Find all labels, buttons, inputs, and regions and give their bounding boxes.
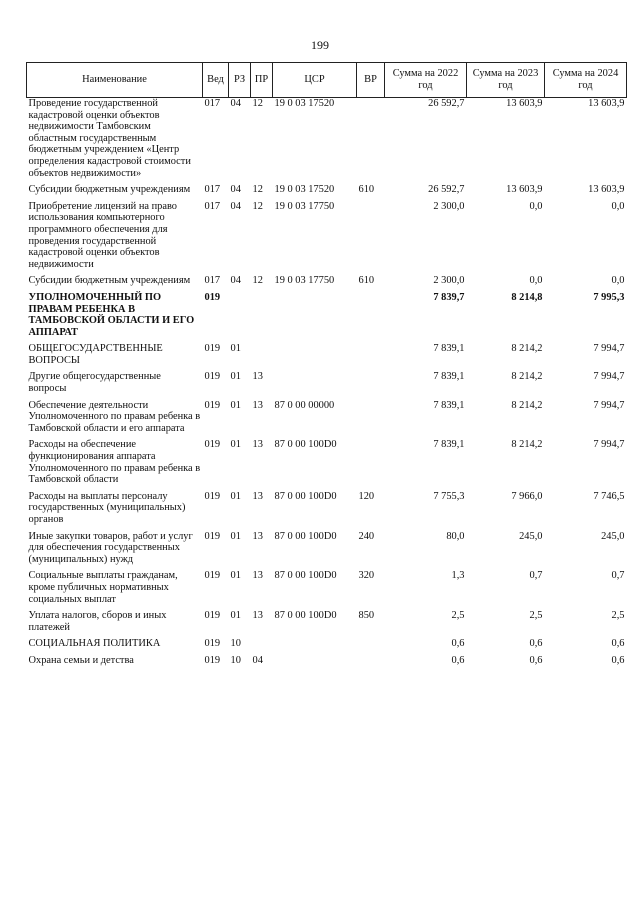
- row-pr: [251, 343, 273, 371]
- row-sum-2022: 0,6: [451, 638, 465, 650]
- row-sum-2022: 0,6: [451, 654, 465, 666]
- row-ved: 017: [204, 184, 221, 196]
- row-rz: [229, 292, 251, 343]
- table-row: [27, 638, 627, 655]
- row-pr: 13: [252, 610, 263, 622]
- row-csr: [273, 292, 357, 343]
- row-name: Уплата налогов, сборов и иных платежей: [28, 610, 167, 633]
- row-sum-2022: 26 592,7: [428, 184, 465, 196]
- row-name: СОЦИАЛЬНАЯ ПОЛИТИКА: [28, 638, 161, 650]
- table-body: [27, 98, 627, 672]
- page-number: 199: [311, 38, 329, 52]
- row-sum-2024: 7 994,7: [593, 343, 625, 355]
- header-rz: РЗ: [229, 63, 251, 98]
- row-sum-2024: 245,0: [601, 530, 625, 542]
- row-sum-2024: 7 746,5: [593, 490, 625, 502]
- row-name: Расходы на обеспечение функционирования аппарата Уполномоченного по правам ребенка в Тамбовской области: [28, 439, 201, 486]
- row-csr: 19 0 03 17750: [274, 200, 335, 212]
- row-ved: 019: [204, 291, 221, 303]
- header-csr: ЦСР: [273, 63, 357, 98]
- row-name: Субсидии бюджетным учреждениям: [28, 275, 191, 287]
- row-name: Социальные выплаты гражданам, кроме публичных нормативных социальных выплат: [28, 570, 178, 605]
- header-sum-2023: Сумма на 2023 год: [467, 63, 545, 98]
- header-ved: Вед: [203, 63, 229, 98]
- row-name: Приобретение лицензий на право использования компьютерного программного обеспечения для проведения государственной кадастровой оценки объектов недвижимости: [28, 200, 178, 270]
- row-pr: 13: [252, 399, 263, 411]
- row-sum-2024: 0,0: [611, 200, 625, 212]
- row-ved: 017: [204, 98, 221, 109]
- row-name: Проведение государственной кадастровой оценки объектов недвижимости Тамбовским областным государственным бюджетным учреждением «Центр определения кадастровой стоимости объектов недвижимости»: [28, 98, 191, 179]
- row-sum-2024: 7 994,7: [593, 439, 625, 451]
- row-name: УПОЛНОМОЧЕННЫЙ ПО ПРАВАМ РЕБЕНКА В ТАМБОВСКОЙ ОБЛАСТИ И ЕГО АППАРАТ: [28, 291, 195, 338]
- row-sum-2022: 80,0: [446, 530, 465, 542]
- row-csr: [273, 371, 357, 399]
- row-sum-2022: 7 839,1: [433, 371, 465, 383]
- row-ved: 019: [204, 530, 221, 542]
- row-vr: [357, 201, 385, 276]
- header-vr: ВР: [357, 63, 385, 98]
- row-csr: 19 0 03 17520: [274, 184, 335, 196]
- table-row: [27, 400, 627, 440]
- row-pr: 12: [252, 184, 263, 196]
- row-sum-2023: 7 966,0: [511, 490, 543, 502]
- row-csr: 87 0 00 100D0: [274, 439, 337, 451]
- header-pr: ПР: [251, 63, 273, 98]
- table-row: [27, 275, 627, 292]
- row-pr: 13: [252, 371, 263, 383]
- row-sum-2022: 7 839,1: [433, 343, 465, 355]
- row-csr: 19 0 03 17750: [274, 275, 335, 287]
- row-csr: 87 0 00 100D0: [274, 530, 337, 542]
- row-rz: 04: [230, 98, 241, 109]
- row-rz: 04: [230, 275, 241, 287]
- row-vr: [357, 439, 385, 490]
- table-row: [27, 610, 627, 638]
- row-sum-2024: 0,6: [611, 654, 625, 666]
- row-ved: 017: [204, 200, 221, 212]
- row-ved: 019: [204, 638, 221, 650]
- table-row: [27, 201, 627, 276]
- row-rz: 01: [230, 530, 241, 542]
- table-row: [27, 655, 627, 672]
- row-rz: 10: [230, 654, 241, 666]
- row-ved: 019: [204, 490, 221, 502]
- row-sum-2022: 2,5: [451, 610, 465, 622]
- row-name: Расходы на выплаты персоналу государственных (муниципальных) органов: [28, 490, 186, 525]
- row-name: Субсидии бюджетным учреждениям: [28, 184, 191, 196]
- row-pr: [251, 638, 273, 655]
- row-sum-2024: 0,7: [611, 570, 625, 582]
- row-csr: 87 0 00 100D0: [274, 490, 337, 502]
- row-sum-2022: 7 839,1: [433, 439, 465, 451]
- table-row: [27, 292, 627, 343]
- row-pr: 13: [252, 490, 263, 502]
- table-row: [27, 98, 627, 185]
- table-row: [27, 343, 627, 371]
- row-sum-2022: 26 592,7: [428, 98, 465, 109]
- table-row: [27, 184, 627, 201]
- budget-table: [26, 62, 627, 672]
- header-sum-2022: Сумма на 2022 год: [385, 63, 467, 98]
- row-sum-2024: 0,0: [611, 275, 625, 287]
- row-sum-2023: 8 214,2: [511, 371, 543, 383]
- row-vr: [357, 655, 385, 672]
- row-name: Обеспечение деятельности Уполномоченного по правам ребенка в Тамбовской области и его аппарата: [28, 399, 201, 434]
- row-rz: 10: [230, 638, 241, 650]
- row-sum-2024: 0,6: [611, 638, 625, 650]
- row-vr: 320: [358, 570, 375, 582]
- row-sum-2024: 13 603,9: [588, 184, 625, 196]
- table-row: [27, 531, 627, 571]
- row-sum-2023: 0,7: [529, 570, 543, 582]
- row-sum-2022: 7 755,3: [433, 490, 465, 502]
- row-pr: 12: [252, 200, 263, 212]
- row-csr: 19 0 03 17520: [274, 98, 335, 109]
- table-row: [27, 570, 627, 610]
- row-csr: [273, 638, 357, 655]
- row-ved: 019: [204, 570, 221, 582]
- row-vr: [357, 400, 385, 440]
- row-vr: [357, 343, 385, 371]
- row-sum-2023: 8 214,2: [511, 399, 543, 411]
- row-rz: 01: [230, 343, 241, 355]
- row-vr: [357, 638, 385, 655]
- row-name: Иные закупки товаров, работ и услуг для обеспечения государственных (муниципальных) нужд: [28, 530, 193, 565]
- row-pr: 13: [252, 439, 263, 451]
- row-sum-2024: 13 603,9: [588, 98, 625, 109]
- row-name: Охрана семьи и детства: [28, 654, 134, 666]
- row-sum-2023: 13 603,9: [506, 184, 543, 196]
- row-pr: 13: [252, 570, 263, 582]
- row-sum-2023: 0,0: [529, 200, 543, 212]
- row-sum-2024: 7 995,3: [593, 291, 625, 303]
- row-csr: 87 0 00 100D0: [274, 570, 337, 582]
- row-sum-2024: 7 994,7: [593, 399, 625, 411]
- row-sum-2022: 2 300,0: [433, 275, 465, 287]
- row-ved: 019: [204, 654, 221, 666]
- row-pr: 04: [252, 654, 263, 666]
- row-vr: [357, 371, 385, 399]
- row-rz: 01: [230, 490, 241, 502]
- row-sum-2022: 1,3: [451, 570, 465, 582]
- row-name: Другие общегосударственные вопросы: [28, 371, 161, 395]
- row-rz: 01: [230, 399, 241, 411]
- table-row: [27, 371, 627, 399]
- row-sum-2024: 2,5: [611, 610, 625, 622]
- row-vr: [357, 98, 385, 185]
- row-vr: [357, 292, 385, 343]
- table-header-row: [27, 63, 627, 98]
- row-sum-2023: 8 214,2: [511, 343, 543, 355]
- row-rz: 01: [230, 610, 241, 622]
- table-row: [27, 491, 627, 531]
- row-sum-2022: 7 839,1: [433, 399, 465, 411]
- header-name: Наименование: [27, 63, 203, 98]
- row-ved: 019: [204, 610, 221, 622]
- row-rz: 01: [230, 570, 241, 582]
- row-sum-2023: 0,6: [529, 654, 543, 666]
- row-sum-2023: 8 214,8: [511, 291, 543, 303]
- row-pr: 13: [252, 530, 263, 542]
- row-ved: 019: [204, 399, 221, 411]
- row-csr: [273, 655, 357, 672]
- row-vr: 850: [358, 610, 375, 622]
- table-row: [27, 439, 627, 490]
- row-sum-2023: 13 603,9: [506, 98, 543, 109]
- row-sum-2022: 2 300,0: [433, 200, 465, 212]
- row-pr: 12: [252, 98, 263, 109]
- row-sum-2023: 0,6: [529, 638, 543, 650]
- header-sum-2024: Сумма на 2024 год: [545, 63, 627, 98]
- row-sum-2023: 2,5: [529, 610, 543, 622]
- row-vr: 120: [358, 490, 375, 502]
- row-vr: 610: [358, 275, 375, 287]
- row-csr: 87 0 00 100D0: [274, 610, 337, 622]
- row-pr: [251, 292, 273, 343]
- row-rz: 04: [230, 184, 241, 196]
- row-csr: [273, 343, 357, 371]
- row-csr: 87 0 00 00000: [274, 399, 335, 411]
- row-rz: 04: [230, 200, 241, 212]
- row-ved: 019: [204, 371, 221, 383]
- row-sum-2023: 0,0: [529, 275, 543, 287]
- row-vr: 240: [358, 530, 375, 542]
- row-ved: 017: [204, 275, 221, 287]
- row-sum-2023: 245,0: [519, 530, 543, 542]
- row-ved: 019: [204, 343, 221, 355]
- row-rz: 01: [230, 439, 241, 451]
- row-rz: 01: [230, 371, 241, 383]
- row-sum-2024: 7 994,7: [593, 371, 625, 383]
- row-name: ОБЩЕГОСУДАРСТВЕННЫЕ ВОПРОСЫ: [28, 343, 163, 366]
- row-ved: 019: [204, 439, 221, 451]
- row-sum-2023: 8 214,2: [511, 439, 543, 451]
- row-sum-2022: 7 839,7: [433, 291, 465, 303]
- row-pr: 12: [252, 275, 263, 287]
- row-vr: 610: [358, 184, 375, 196]
